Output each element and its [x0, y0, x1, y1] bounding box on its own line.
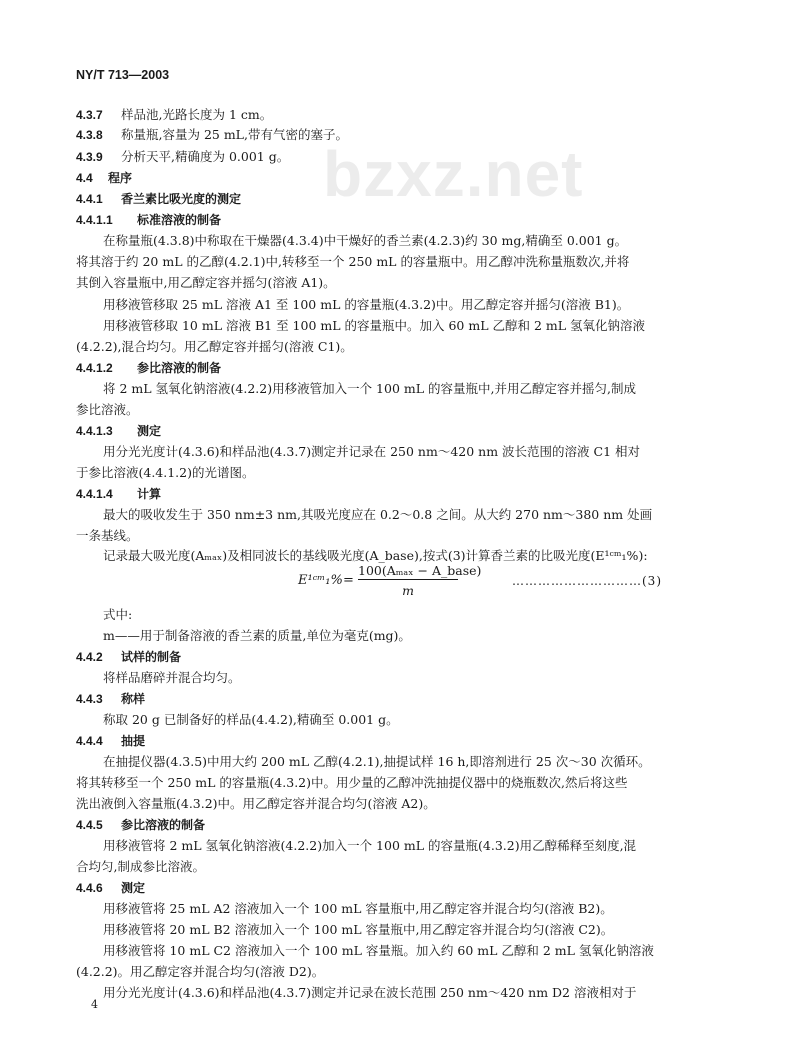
section-heading: 称样 — [121, 692, 146, 706]
section-heading: 标准溶液的制备 — [137, 213, 222, 227]
formula-denominator: m — [402, 583, 414, 598]
formula-numerator: 100(Aₘₐₓ − A_base) — [358, 563, 482, 578]
clause-text: 样品池,光路长度为 1 cm。 — [121, 107, 273, 122]
section-number: 4.4.1.3 — [76, 424, 113, 438]
paragraph-line: 用分光光度计(4.3.6)和样品池(4.3.7)测定并记录在波长范围 250 nm～420 nm D2 溶液相对于 — [103, 985, 637, 1000]
section-number: 4.4.2 — [76, 650, 103, 664]
paragraph-line: 在称量瓶(4.3.8)中称取在干燥器(4.3.4)中干燥好的香兰素(4.2.3)约 30 mg,精确至 0.001 g。 — [103, 233, 628, 248]
paragraph-line: 用移液管将 10 mL C2 溶液加入一个 100 mL 容量瓶。加入约 60 mL 乙醇和 2 mL 氢氧化钠溶液 — [103, 943, 654, 958]
section-heading: 参比溶液的制备 — [137, 361, 222, 375]
paragraph-line: 记录最大吸光度(Aₘₐₓ)及相同波长的基线吸光度(A_base),按式(3)计算香兰素的比吸光度(E¹ᶜᵐ₁%): — [103, 548, 648, 563]
formula-equals: = — [343, 573, 354, 588]
formula-lhs: E¹ᶜᵐ₁% — [298, 573, 343, 588]
paragraph-line: 将 2 mL 氢氧化钠溶液(4.2.2)用移液管加入一个 100 mL 的容量瓶中,并用乙醇定容并摇匀,制成 — [103, 381, 636, 396]
clause-number: 4.3.8 — [76, 128, 103, 142]
paragraph-line: 称取 20 g 已制备好的样品(4.4.2),精确至 0.001 g。 — [103, 712, 399, 727]
paragraph-line: 将其转移至一个 250 mL 的容量瓶(4.3.2)中。用少量的乙醇冲洗抽提仪器中的烧瓶数次,然后将这些 — [76, 775, 628, 790]
section-number: 4.4.4 — [76, 734, 103, 748]
section-number: 4.4.5 — [76, 818, 103, 832]
section-heading: 程序 — [108, 171, 133, 185]
formula-number: …………………………(3) — [512, 574, 662, 588]
paragraph-line: 用分光光度计(4.3.6)和样品池(4.3.7)测定并记录在 250 nm～420 nm 波长范围的溶液 C1 相对 — [103, 444, 641, 459]
paragraph-line: 用移液管移取 10 mL 溶液 B1 至 100 mL 的容量瓶中。加入 60 mL 乙醇和 2 mL 氢氧化钠溶液 — [103, 318, 646, 333]
section-number: 4.4.1 — [76, 192, 103, 206]
section-heading: 香兰素比吸光度的测定 — [121, 192, 242, 206]
section-heading: 参比溶液的制备 — [121, 818, 206, 832]
paragraph-line: 合均匀,制成参比溶液。 — [76, 859, 205, 874]
page-number: 4 — [91, 998, 98, 1011]
section-heading: 测定 — [121, 881, 146, 895]
section-heading: 测定 — [137, 424, 162, 438]
paragraph-line: 最大的吸收发生于 350 nm±3 nm,其吸光度应在 0.2～0.8 之间。从大约 270 nm～380 nm 处画 — [103, 507, 653, 522]
paragraph-line: 于参比溶液(4.4.1.2)的光谱图。 — [76, 465, 255, 480]
clause-number: 4.3.9 — [76, 150, 103, 164]
paragraph-line: (4.2.2),混合均匀。用乙醇定容并摇匀(溶液 C1)。 — [76, 339, 353, 354]
section-heading: 抽提 — [121, 734, 146, 748]
paragraph-line: 用移液管移取 25 mL 溶液 A1 至 100 mL 的容量瓶(4.3.2)中。用乙醇定容并摇匀(溶液 B1)。 — [103, 297, 630, 312]
paragraph-line: 将其溶于约 20 mL 的乙醇(4.2.1)中,转移至一个 250 mL 的容量瓶中。用乙醇冲洗称量瓶数次,并将 — [76, 254, 630, 269]
clause-text: 分析天平,精确度为 0.001 g。 — [121, 149, 290, 164]
watermark: bzxz.net — [323, 138, 584, 210]
clause-number: 4.3.7 — [76, 108, 103, 122]
paragraph-line: 一条基线。 — [76, 528, 139, 543]
paragraph-line: 参比溶液。 — [76, 402, 139, 417]
section-number: 4.4.3 — [76, 692, 103, 706]
paragraph-line: (4.2.2)。用乙醇定容并混合均匀(溶液 D2)。 — [76, 964, 325, 979]
section-number: 4.4.1.4 — [76, 487, 113, 501]
paragraph-line: 将样品磨碎并混合均匀。 — [103, 670, 241, 685]
paragraph-line: 在抽提仪器(4.3.5)中用大约 200 mL 乙醇(4.2.1),抽提试样 16 h,即溶剂进行 25 次～30 次循环。 — [103, 754, 651, 769]
section-number: 4.4.6 — [76, 881, 103, 895]
paragraph-line: 其倒入容量瓶中,用乙醇定容并摇匀(溶液 A1)。 — [76, 275, 336, 290]
standard-number: NY/T 713—2003 — [76, 68, 170, 82]
paragraph-line: 用移液管将 25 mL A2 溶液加入一个 100 mL 容量瓶中,用乙醇定容并混合均匀(溶液 B2)。 — [103, 901, 613, 916]
paragraph-line: m——用于制备溶液的香兰素的质量,单位为毫克(mg)。 — [103, 628, 411, 643]
paragraph-line: 用移液管将 2 mL 氢氧化钠溶液(4.2.2)加入一个 100 mL 的容量瓶(4.3.2)用乙醇稀释至刻度,混 — [103, 838, 637, 853]
clause-text: 称量瓶,容量为 25 mL,带有气密的塞子。 — [121, 127, 348, 142]
paragraph-line: 用移液管将 20 mL B2 溶液加入一个 100 mL 容量瓶中,用乙醇定容并混合均匀(溶液 C2)。 — [103, 922, 614, 937]
paragraph-line: 式中: — [103, 607, 133, 622]
section-heading: 计算 — [137, 487, 162, 501]
section-number: 4.4.1.2 — [76, 361, 113, 375]
paragraph-line: 洗出液倒入容量瓶(4.3.2)中。用乙醇定容并混合均匀(溶液 A2)。 — [76, 796, 436, 811]
section-heading: 试样的制备 — [121, 650, 182, 664]
section-number: 4.4 — [76, 171, 93, 185]
section-number: 4.4.1.1 — [76, 213, 113, 227]
